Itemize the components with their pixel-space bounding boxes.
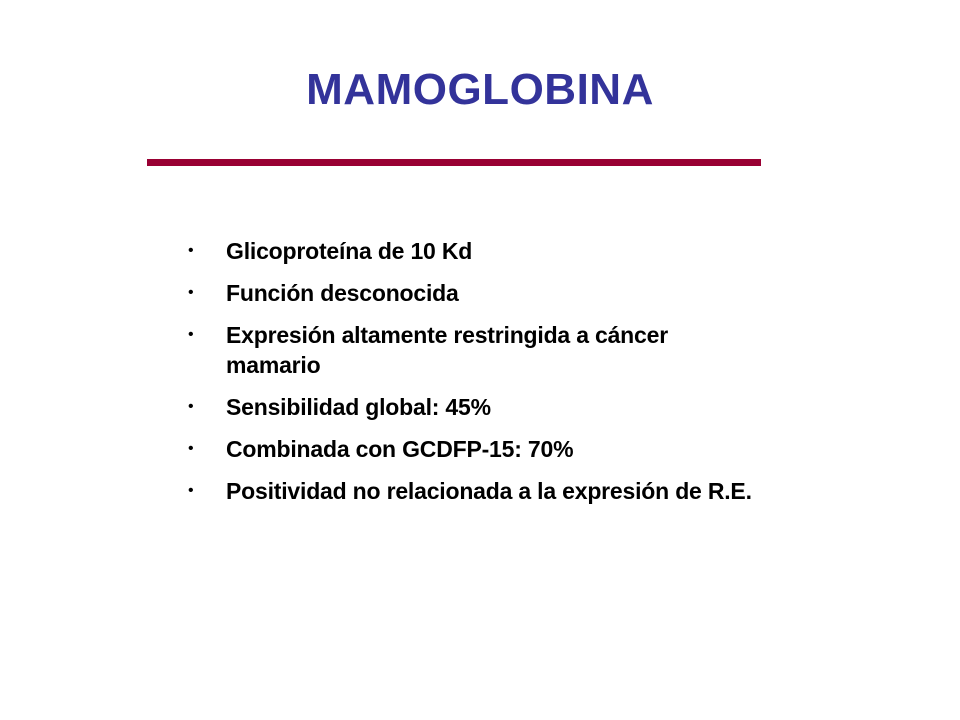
bullet-icon: • <box>188 440 194 457</box>
bullet-icon: • <box>188 398 194 415</box>
title-underline-rule <box>147 159 761 166</box>
bullet-icon: • <box>188 326 194 343</box>
bullet-item <box>188 320 768 380</box>
bullet-text: Positividad no relacionada a la expresión de R.E. <box>226 478 752 504</box>
bullet-icon: • <box>188 482 194 499</box>
bullet-item <box>188 476 768 506</box>
slide-title: MAMOGLOBINA <box>306 65 654 114</box>
bullet-text: Función desconocida <box>226 280 459 306</box>
bullet-list <box>188 236 768 518</box>
bullet-text: Expresión altamente restringida a cáncer mamario <box>226 322 668 378</box>
bullet-item <box>188 278 768 308</box>
bullet-icon: • <box>188 242 194 259</box>
bullet-icon: • <box>188 284 194 301</box>
bullet-text: Glicoproteína de 10 Kd <box>226 238 473 264</box>
bullet-item <box>188 434 768 464</box>
bullet-text: Sensibilidad global: 45% <box>226 394 491 420</box>
bullet-item <box>188 392 768 422</box>
bullet-text: Combinada con GCDFP-15: 70% <box>226 436 574 462</box>
bullet-item <box>188 236 768 266</box>
